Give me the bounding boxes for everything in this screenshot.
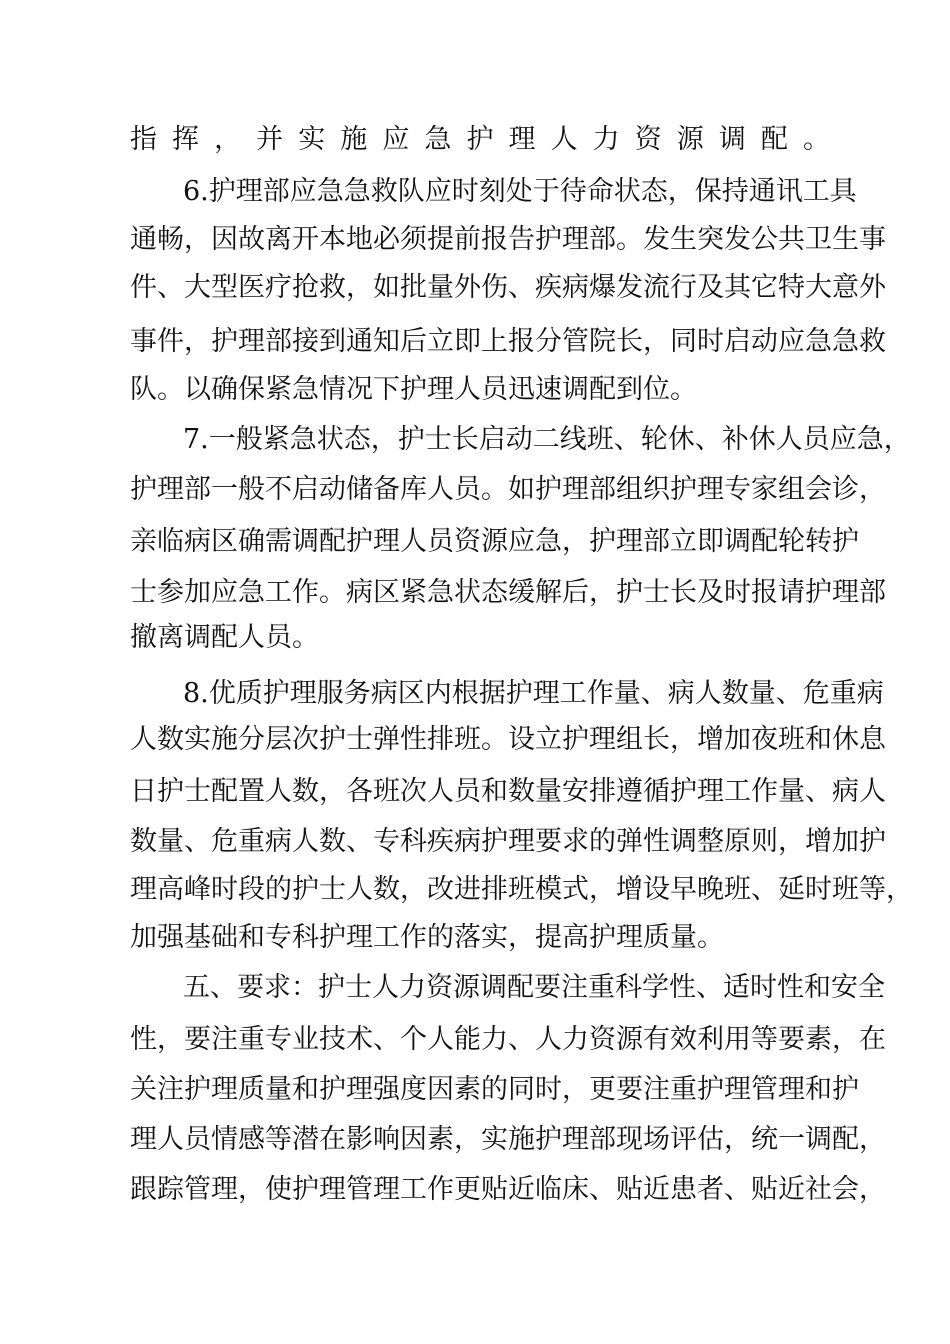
section-heading-requirements-line: 五、要求：护士人力资源调配要注重科学性、适时性和安全 (183, 972, 885, 1003)
text-line: 撤离调配人员。 (130, 622, 319, 653)
text-line: 日护士配置人数，各班次人员和数量安排遵循护理工作量、病人 (130, 776, 886, 807)
paragraph-item-8-line: 8.优质护理服务病区内根据护理工作量、病人数量、危重病 (183, 678, 884, 709)
text-line: 人数实施分层次护士弹性排班。设立护理组长，增加夜班和休息 (130, 724, 886, 755)
text-line: 指挥，并实施应急护理人力资源调配。 (130, 124, 830, 155)
text-line: 数量、危重病人数、专科疾病护理要求的弹性调整原则，增加护 (130, 826, 886, 857)
text-line: 事件，护理部接到通知后立即上报分管院长，同时启动应急急救 (130, 326, 886, 357)
paragraph-item-7-line: 7.一般紧急状态，护士长启动二线班、轮休、补休人员应急， (183, 424, 911, 455)
text-line: 通畅，因故离开本地必须提前报告护理部。发生突发公共卫生事 (130, 224, 886, 255)
text-line: 关注护理质量和护理强度因素的同时，更要注重护理管理和护 (130, 1074, 859, 1105)
text-line: 队。以确保紧急情况下护理人员迅速调配到位。 (130, 374, 697, 405)
text-line: 件、大型医疗抢救，如批量外伤、疾病爆发流行及其它特大意外 (130, 272, 886, 303)
text-line: 加强基础和专科护理工作的落实，提高护理质量。 (130, 922, 724, 953)
text-line: 理高峰时段的护士人数，改进排班模式，增设早晚班、延时班等， (130, 874, 913, 905)
text-line: 性，要注重专业技术、个人能力、人力资源有效利用等要素，在 (130, 1024, 886, 1055)
text-line: 理人员情感等潜在影响因素，实施护理部现场评估，统一调配， (130, 1124, 886, 1155)
text-line: 护理部一般不启动储备库人员。如护理部组织护理专家组会诊， (130, 474, 886, 505)
text-line: 亲临病区确需调配护理人员资源应急，护理部立即调配轮转护 (130, 526, 859, 557)
paragraph-item-6-line: 6.护理部应急急救队应时刻处于待命状态，保持通讯工具 (183, 176, 857, 207)
text-line: 跟踪管理，使护理管理工作更贴近临床、贴近患者、贴近社会， (130, 1174, 886, 1205)
text-line: 士参加应急工作。病区紧急状态缓解后，护士长及时报请护理部 (130, 577, 886, 608)
